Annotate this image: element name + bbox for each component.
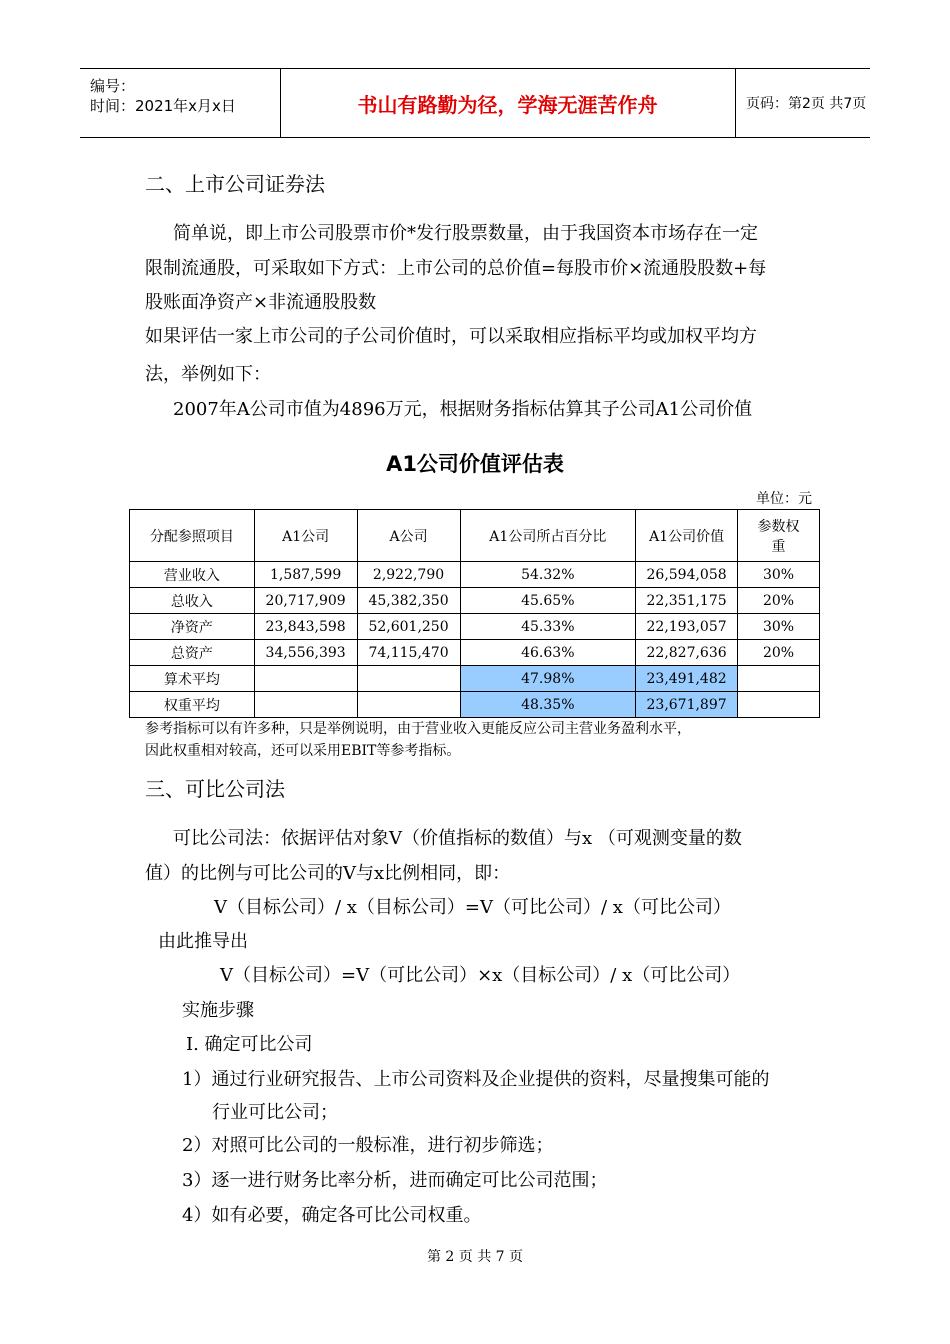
table-cell — [254, 666, 357, 692]
table-note-line2: 因此权重相对较高，还可以采用EBIT等参考指标。 — [145, 743, 461, 759]
highlight-cell: 47.98% — [460, 666, 636, 692]
table-cell: 20,717,909 — [254, 588, 357, 614]
table-cell: 营业收入 — [130, 562, 255, 588]
table-unit: 单位：元 — [756, 491, 812, 507]
step-i: I. 确定可比公司 — [186, 1034, 313, 1055]
table-cell: 1,587,599 — [254, 562, 357, 588]
section2-p3: 2007年A公司市值为4896万元，根据财务指标估算其子公司A1公司价值 — [173, 399, 753, 420]
section3-heading: 三、可比公司法 — [145, 777, 285, 801]
table-cell: 22,351,175 — [636, 588, 738, 614]
table-row — [130, 588, 820, 614]
header-cell: 分配参照项目 — [130, 510, 255, 562]
table-row — [130, 562, 820, 588]
section2-p2-line2: 法，举例如下： — [145, 364, 271, 385]
section2-heading: 二、上市公司证券法 — [145, 172, 325, 196]
header-cell: 参数权重 — [738, 510, 820, 562]
table-cell: 30% — [738, 614, 820, 640]
table-note-line1: 参考指标可以有许多种，只是举例说明，由于营业收入更能反应公司主营业务盈利水平， — [145, 721, 691, 737]
number-label: 编号： — [90, 77, 136, 95]
table-header-row — [130, 510, 820, 562]
highlight-cell: 23,491,482 — [636, 666, 738, 692]
formula-2: V（目标公司）=V（可比公司）×x（目标公司）/ x（可比公司） — [220, 965, 741, 986]
table-cell: 算术平均 — [130, 666, 255, 692]
header-cell: A公司 — [357, 510, 460, 562]
highlight-cell: 23,671,897 — [636, 692, 738, 718]
step-item-1-line2: 行业可比公司； — [212, 1102, 338, 1123]
section2-p1-line3: 股账面净资产×非流通股股数 — [145, 292, 377, 313]
time-label: 时间：2021年x月x日 — [90, 97, 236, 115]
table-cell: 总资产 — [130, 640, 255, 666]
table-cell: 74,115,470 — [357, 640, 460, 666]
derive-label: 由此推导出 — [158, 931, 248, 952]
section3-p1-line2: 值）的比例与可比公司的V与x比例相同，即： — [145, 863, 511, 884]
highlight-cell: 48.35% — [460, 692, 636, 718]
table-cell — [357, 666, 460, 692]
table-cell: 权重平均 — [130, 692, 255, 718]
header-meta — [80, 69, 281, 137]
table-row — [130, 666, 820, 692]
table-cell — [738, 666, 820, 692]
steps-label: 实施步骤 — [182, 1000, 254, 1021]
step-item-3: 3）逐一进行财务比率分析，进而确定可比公司范围； — [182, 1170, 608, 1191]
table-cell: 23,843,598 — [254, 614, 357, 640]
table-cell: 54.32% — [460, 562, 636, 588]
table-cell: 2,922,790 — [357, 562, 460, 588]
header-cell: A1公司 — [254, 510, 357, 562]
header-cell: A1公司价值 — [636, 510, 738, 562]
table-cell: 净资产 — [130, 614, 255, 640]
table-cell — [254, 692, 357, 718]
table-row — [130, 614, 820, 640]
page-header — [80, 68, 870, 138]
table-cell: 30% — [738, 562, 820, 588]
section3-p1-line1: 可比公司法：依据评估对象V（价值指标的数值）与x （可观测变量的数 — [173, 828, 742, 849]
table-cell: 22,827,636 — [636, 640, 738, 666]
table-cell: 46.63% — [460, 640, 636, 666]
table-title: A1公司价值评估表 — [386, 452, 564, 476]
table-cell: 20% — [738, 588, 820, 614]
table-cell: 34,556,393 — [254, 640, 357, 666]
header-motto: 书山有路勤为径，学海无涯苦作舟 — [280, 69, 736, 137]
table-cell: 45,382,350 — [357, 588, 460, 614]
page-footer: 第 2 页 共 7 页 — [426, 1249, 524, 1265]
section2-p1-line1: 简单说，即上市公司股票市价*发行股票数量，由于我国资本市场存在一定 — [173, 223, 758, 244]
table-cell — [738, 692, 820, 718]
section2-p2-line1: 如果评估一家上市公司的子公司价值时，可以采取相应指标平均或加权平均方 — [145, 326, 757, 347]
step-item-1-line1: 1）通过行业研究报告、上市公司资料及企业提供的资料，尽量搜集可能的 — [182, 1069, 770, 1090]
header-cell: A1公司所占百分比 — [460, 510, 636, 562]
valuation-table — [129, 509, 820, 718]
table-cell: 总收入 — [130, 588, 255, 614]
table-row — [130, 692, 820, 718]
section2-p1-line2: 限制流通股，可采取如下方式：上市公司的总价值=每股市价×流通股股数+每 — [145, 258, 767, 279]
table-cell: 22,193,057 — [636, 614, 738, 640]
step-item-2: 2）对照可比公司的一般标准，进行初步筛选； — [182, 1135, 554, 1156]
table-note — [145, 718, 691, 762]
table-cell: 45.65% — [460, 588, 636, 614]
table-cell: 26,594,058 — [636, 562, 738, 588]
table-cell: 20% — [738, 640, 820, 666]
table-cell — [357, 692, 460, 718]
table-row — [130, 640, 820, 666]
header-page-info: 页码：第2页 共7页 — [746, 96, 867, 112]
formula-1: V（目标公司）/ x（目标公司）=V（可比公司）/ x（可比公司） — [214, 897, 731, 918]
step-item-4: 4）如有必要，确定各可比公司权重。 — [182, 1205, 482, 1226]
table-cell: 45.33% — [460, 614, 636, 640]
table-cell: 52,601,250 — [357, 614, 460, 640]
